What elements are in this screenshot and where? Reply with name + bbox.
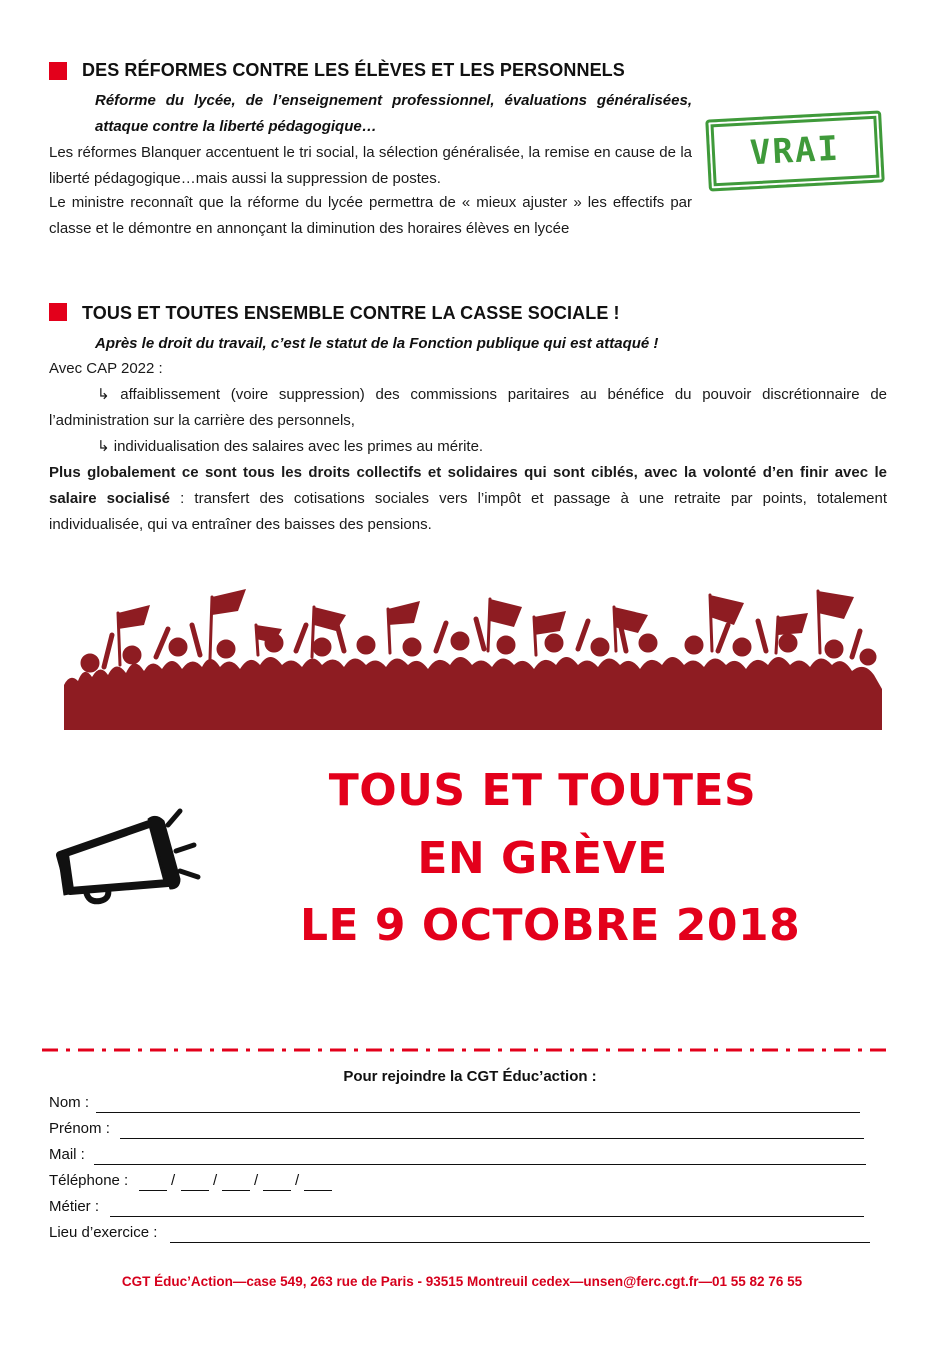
- dashed-separator: [42, 1046, 894, 1054]
- section1-bullet: [49, 62, 67, 80]
- form-telephone-slash: /: [213, 1172, 218, 1189]
- section2-paragraph: [49, 460, 887, 538]
- form-metier-field[interactable]: [110, 1200, 864, 1217]
- section1-title: DES RÉFORMES CONTRE LES ÉLÈVES ET LES PERSONNELS: [82, 60, 625, 80]
- section2-lede: Après le droit du travail, c’est le statut de la Fonction publique qui est attaqué !: [95, 335, 659, 352]
- form-lieu-field[interactable]: [170, 1226, 870, 1243]
- form-metier-label: Métier :: [49, 1198, 100, 1215]
- footer-contact: CGT Éduc’Action—case 549, 263 rue de Paris - 93515 Montreuil cedex—unsen@ferc.cgt.fr—01 55 82 76 55: [121, 1274, 803, 1289]
- form-nom-field[interactable]: [96, 1096, 860, 1113]
- form-telephone-part2[interactable]: [181, 1174, 209, 1191]
- strike-line2: EN GRÈVE: [417, 833, 668, 884]
- section2-paragraph-bold: Plus globalement ce sont tous les droits collectifs et solidaires qui sont ciblés, avec la volonté d’en finir avec le salaire socialisé: [49, 464, 887, 507]
- section2-item1: [49, 382, 887, 434]
- form-telephone-slash: /: [254, 1172, 259, 1189]
- form-heading: Pour rejoindre la CGT Éduc’action :: [343, 1068, 597, 1085]
- crowd-illustration: [60, 585, 886, 730]
- form-mail-label: Mail :: [49, 1146, 85, 1163]
- arrow-icon: ↳: [97, 438, 110, 455]
- section2-intro: Avec CAP 2022 :: [49, 360, 163, 377]
- form-prenom-field[interactable]: [120, 1122, 864, 1139]
- section1-paragraph2: Le ministre reconnaît que la réforme du lycée permettra de « mieux ajuster » les effectifs par classe et le démontre en annonçant la diminution des horaires élèves en lycée: [49, 194, 692, 237]
- arrow-icon: ↳: [97, 386, 110, 403]
- form-telephone-part4[interactable]: [263, 1174, 291, 1191]
- section2-bullet: [49, 303, 67, 321]
- form-telephone-slash: /: [171, 1172, 176, 1189]
- form-nom-label: Nom :: [49, 1094, 90, 1111]
- section1-paragraph1: Les réformes Blanquer accentuent le tri social, la sélection généralisée, la remise en cause de la liberté pédagogique…mais aussi la suppression de postes.: [49, 144, 692, 187]
- form-mail-field[interactable]: [94, 1148, 866, 1165]
- section2-item2-text: individualisation des salaires avec les primes au mérite.: [113, 438, 484, 455]
- strike-line3: LE 9 OCTOBRE 2018: [300, 900, 801, 951]
- form-prenom-label: Prénom :: [49, 1120, 110, 1137]
- form-telephone-label: Téléphone :: [49, 1172, 129, 1189]
- section2-item2: [97, 434, 483, 460]
- vrai-stamp-text: VRAI: [749, 128, 841, 174]
- section1-lede-line2: attaque contre la liberté pédagogique…: [95, 118, 377, 135]
- section2-item1-text: affaiblissement (voire suppression) des commissions paritaires au bénéfice du pouvoir discrétionnaire de l’administration sur la carrière des personnels,: [49, 386, 887, 429]
- form-telephone-slash: /: [295, 1172, 300, 1189]
- form-telephone-part1[interactable]: [139, 1174, 167, 1191]
- section1-lede-line1: Réforme du lycée, de l’enseignement professionnel, évaluations généralisées,: [95, 92, 692, 109]
- section2-paragraph-rest: : transfert des cotisations sociales vers l’impôt et passage à une retraite par points, totalement individualisée, qui va entraîner des baisses des pensions.: [49, 490, 887, 533]
- form-telephone-part3[interactable]: [222, 1174, 250, 1191]
- form-telephone-part5[interactable]: [304, 1174, 332, 1191]
- strike-line1: TOUS ET TOUTES: [328, 765, 757, 816]
- vrai-stamp: [705, 110, 885, 191]
- megaphone-icon: [56, 805, 206, 905]
- section2-title: TOUS ET TOUTES ENSEMBLE CONTRE LA CASSE SOCIALE !: [82, 303, 620, 323]
- form-lieu-label: Lieu d’exercice :: [49, 1224, 158, 1241]
